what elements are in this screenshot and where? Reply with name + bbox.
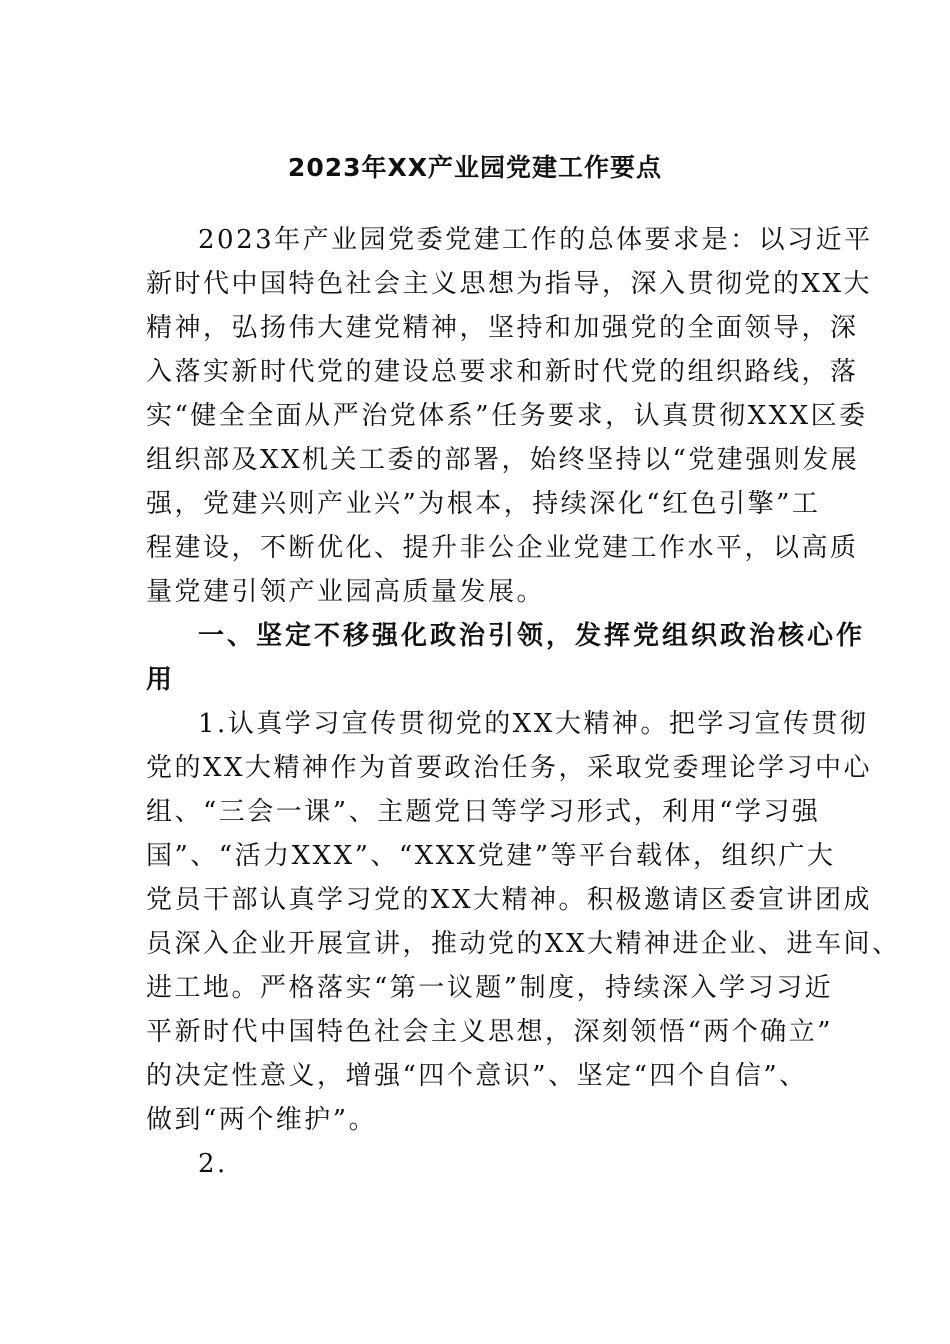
item-line: 组、“三会一课”、主题党日等学习形式，利用“学习强	[146, 797, 821, 827]
item-line: 国”、“活力XXX”、“XXX党建”等平台载体，组织广大	[146, 841, 836, 871]
document-title: 2023年XX产业园党建工作要点	[287, 153, 663, 182]
section-heading: 一、坚定不移强化政治引领，发挥党组织政治核心作	[198, 621, 866, 651]
item-line: 党员干部认真学习党的XX大精神。积极邀请区委宣讲团成	[146, 885, 873, 915]
item-line: 进工地。严格落实“第一议题”制度，持续深入学习习近	[146, 973, 834, 1003]
item-label: 2.	[198, 1149, 228, 1179]
item-line: 平新时代中国特色社会主义思想，深刻领悟“两个确立”	[146, 1017, 834, 1047]
intro-line: 实“健全全面从严治党体系”任务要求，认真贯彻XXX区委	[146, 401, 868, 431]
item-line: 党的XX大精神作为首要政治任务，采取党委理论学习中心	[146, 753, 873, 783]
intro-line: 量党建引领产业园高质量发展。	[146, 577, 546, 607]
intro-line: 程建设，不断优化、提升非公企业党建工作水平，以高质	[146, 533, 859, 563]
intro-line: 新时代中国特色社会主义思想为指导，深入贯彻党的XX大	[146, 269, 873, 299]
item-line: 员深入企业开展宣讲，推动党的XX大精神进企业、进车间、	[146, 929, 901, 959]
intro-line: 入落实新时代党的建设总要求和新时代党的组织路线，落	[146, 357, 859, 387]
item-line: 1.认真学习宣传贯彻党的XX大精神。把学习宣传贯彻	[198, 709, 869, 739]
section-heading: 用	[146, 665, 176, 695]
intro-line: 2023年产业园党委党建工作的总体要求是：以习近平	[198, 225, 873, 255]
intro-line: 强，党建兴则产业兴”为根本，持续深化“红色引擎”工	[146, 489, 821, 519]
item-line: 的决定性意义，增强“四个意识”、坚定“四个自信”、	[146, 1061, 808, 1091]
intro-line: 组织部及XX机关工委的部署，始终坚持以“党建强则发展	[146, 445, 860, 475]
item-line: 做到“两个维护”。	[146, 1105, 378, 1135]
intro-line: 精神，弘扬伟大建党精神，坚持和加强党的全面领导，深	[146, 313, 859, 343]
